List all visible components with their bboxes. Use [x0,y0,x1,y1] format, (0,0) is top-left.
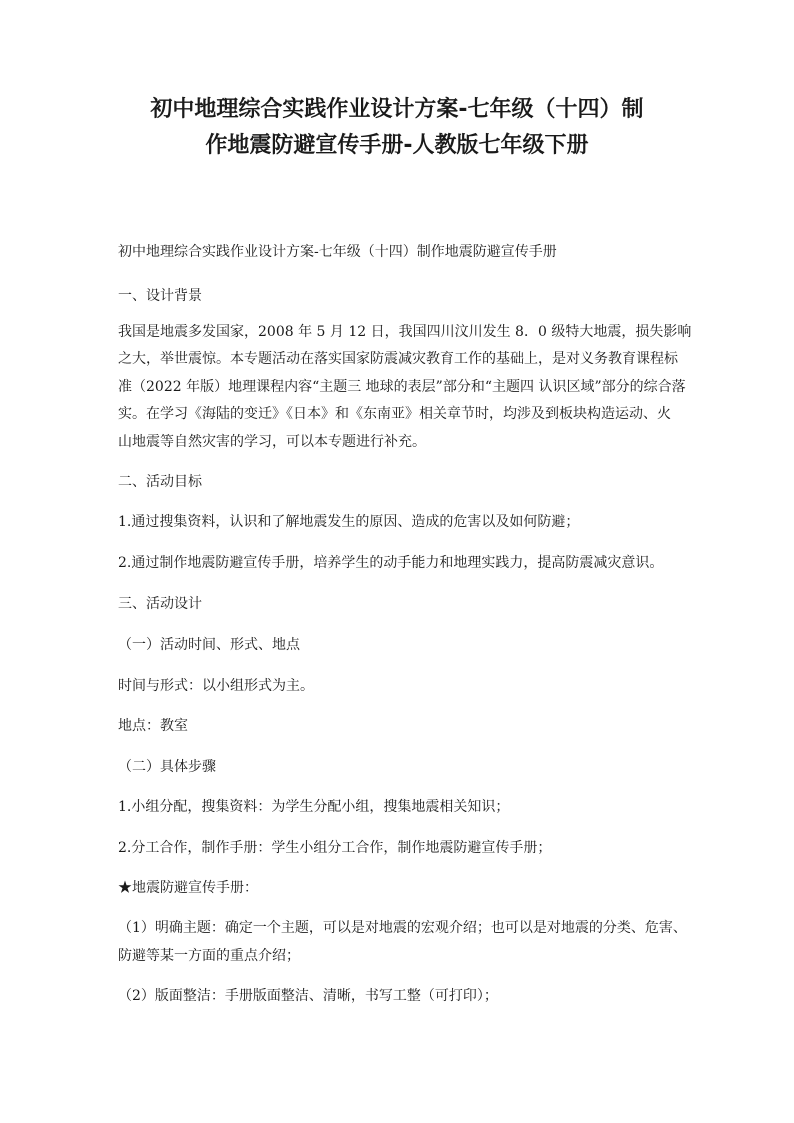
section-3-heading: 三、活动设计 [118,596,202,612]
document-title-line-1: 初中地理综合实践作业设计方案-七年级（十四）制 [150,97,644,122]
requirement-1-line: 防避等某一方面的重点介绍； [118,948,300,964]
step-item: 2.分工合作，制作手册：学生小组分工合作，制作地震防避宣传手册； [118,840,552,856]
paragraph-line: 实。在学习《海陆的变迁》《日本》和《东南亚》相关章节时，均涉及到板块构造运动、火 [118,406,671,422]
document-subtitle: 初中地理综合实践作业设计方案-七年级（十四）制作地震防避宣传手册 [118,244,557,260]
place-line: 地点：教室 [118,718,188,734]
section-2-heading: 二、活动目标 [118,474,202,490]
time-form-line: 时间与形式：以小组形式为主。 [118,678,314,694]
subsection-1-heading: （一）活动时间、形式、地点 [118,637,300,653]
handbook-label: ★地震防避宣传手册： [118,880,258,896]
paragraph-line: 准（2022 年版）地理课程内容“主题三 地球的表层”部分和“主题四 认识区域”部分的综合落 [118,379,686,395]
requirement-2-line: （2）版面整洁：手册版面整洁、清晰，书写工整（可打印）； [118,988,498,1004]
paragraph-line: 我国是地震多发国家，2008 年 5 月 12 日，我国四川汶川发生 8．0 级特大地震，损失影响 [118,324,692,340]
paragraph-line: 山地震等自然灾害的学习，可以本专题进行补充。 [118,434,426,450]
paragraph-line: 之大，举世震惊。本专题活动在落实国家防震减灾教育工作的基础上，是对义务教育课程标 [118,351,678,367]
objective-item: 1.通过搜集资料，认识和了解地震发生的原因、造成的危害以及如何防避； [118,514,580,530]
objective-item: 2.通过制作地震防避宣传手册，培养学生的动手能力和地理实践力，提高防震减灾意识。 [118,555,664,571]
subsection-2-heading: （二）具体步骤 [118,759,216,775]
document-title-line-2: 作地震防避宣传手册-人教版七年级下册 [205,133,589,158]
requirement-1-line: （1）明确主题：确定一个主题，可以是对地震的宏观介绍；也可以是对地震的分类、危害、 [118,920,687,936]
step-item: 1.小组分配，搜集资料：为学生分配小组，搜集地震相关知识； [118,799,510,815]
section-1-heading: 一、设计背景 [118,288,202,304]
